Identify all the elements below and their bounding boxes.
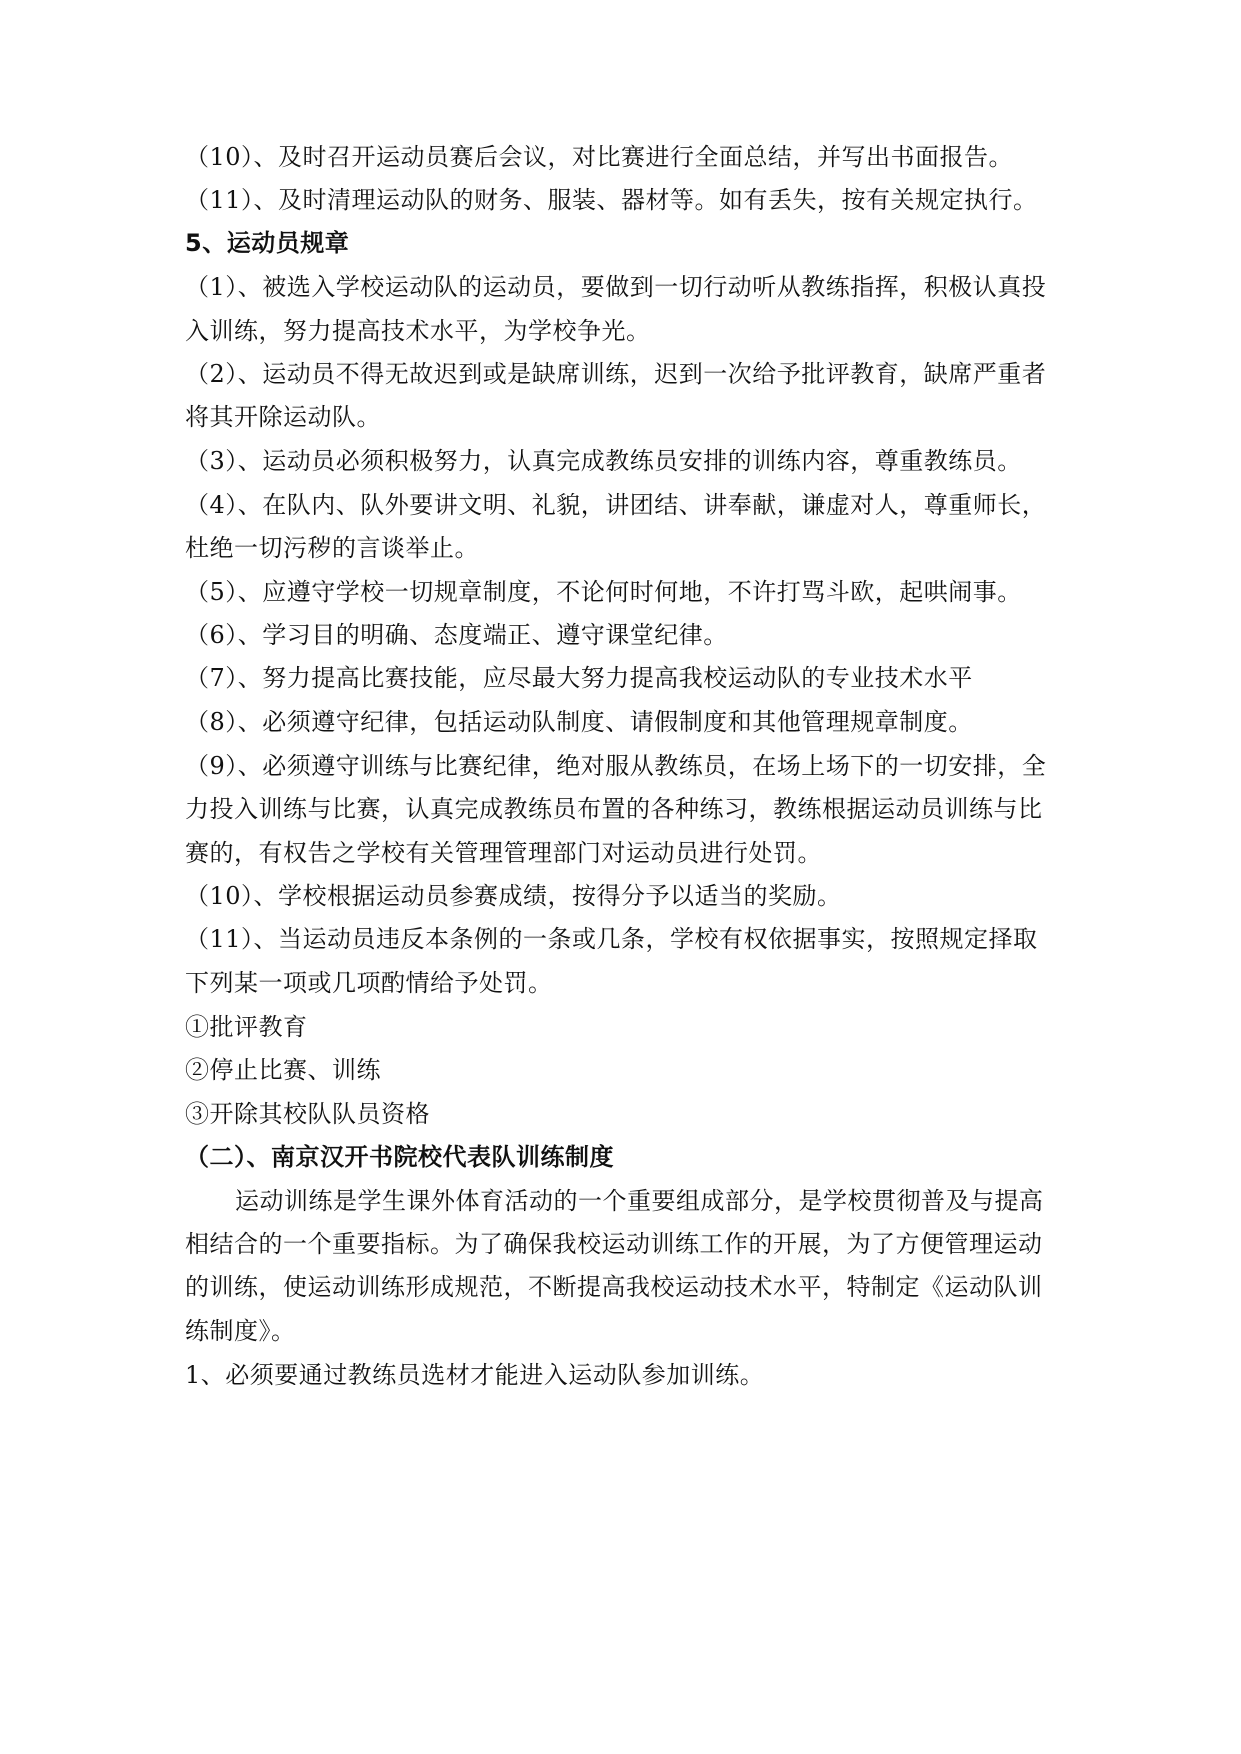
paragraph-line: 赛的，有权告之学校有关管理管理部门对运动员进行处罚。 [185,839,822,867]
paragraph-line: （3）、运动员必须积极努力，认真完成教练员安排的训练内容，尊重教练员。 [185,447,1022,475]
paragraph-line: （11）、当运动员违反本条例的一条或几条，学校有权依据事实，按照规定择取 [185,925,1038,953]
paragraph-line: 的训练，使运动训练形成规范，不断提高我校运动技术水平，特制定《运动队训 [185,1273,1043,1301]
paragraph-line: （10）、及时召开运动员赛后会议，对比赛进行全面总结，并写出书面报告。 [185,143,1014,171]
paragraph-line: （7）、努力提高比赛技能，应尽最大努力提高我校运动队的专业技术水平 [185,664,973,692]
paragraph-line: （10）、学校根据运动员参赛成绩，按得分予以适当的奖励。 [185,882,842,910]
paragraph-line: 入训练，努力提高技术水平，为学校争光。 [185,317,651,345]
paragraph-line: 将其开除运动队。 [185,403,381,431]
paragraph-line: 运动训练是学生课外体育活动的一个重要组成部分，是学校贯彻普及与提高 [235,1187,1044,1215]
section-heading: 5、运动员规章 [185,229,350,257]
list-item: ②停止比赛、训练 [185,1056,381,1084]
list-item: ①批评教育 [185,1013,308,1041]
paragraph-line: （5）、应遵守学校一切规章制度，不论何时何地，不许打骂斗欧，起哄闹事。 [185,578,1022,606]
paragraph-line: （9）、必须遵守训练与比赛纪律，绝对服从教练员，在场上场下的一切安排，全 [185,752,1047,780]
section-heading: （二）、南京汉开书院校代表队训练制度 [185,1143,614,1171]
paragraph-line: （11）、及时清理运动队的财务、服装、器材等。如有丢失，按有关规定执行。 [185,186,1038,214]
paragraph-line: 力投入训练与比赛，认真完成教练员布置的各种练习，教练根据运动员训练与比 [185,795,1043,823]
paragraph-line: 练制度》。 [185,1317,296,1345]
paragraph-line: （1）、被选入学校运动队的运动员，要做到一切行动听从教练指挥，积极认真投 [185,273,1047,301]
paragraph-line: 下列某一项或几项酌情给予处罚。 [185,969,553,997]
paragraph-line: 杜绝一切污秽的言谈举止。 [185,534,479,562]
paragraph-line: （4）、在队内、队外要讲文明、礼貌，讲团结、讲奉献，谦虚对人，尊重师长， [185,491,1047,519]
paragraph-line: （8）、必须遵守纪律，包括运动队制度、请假制度和其他管理规章制度。 [185,708,973,736]
paragraph-line: （2）、运动员不得无故迟到或是缺席训练，迟到一次给予批评教育，缺席严重者 [185,360,1047,388]
list-item: ③开除其校队队员资格 [185,1100,430,1128]
paragraph-line: 1、必须要通过教练员选材才能进入运动队参加训练。 [185,1361,765,1389]
paragraph-line: 相结合的一个重要指标。为了确保我校运动训练工作的开展，为了方便管理运动 [185,1230,1043,1258]
paragraph-line: （6）、学习目的明确、态度端正、遵守课堂纪律。 [185,621,728,649]
